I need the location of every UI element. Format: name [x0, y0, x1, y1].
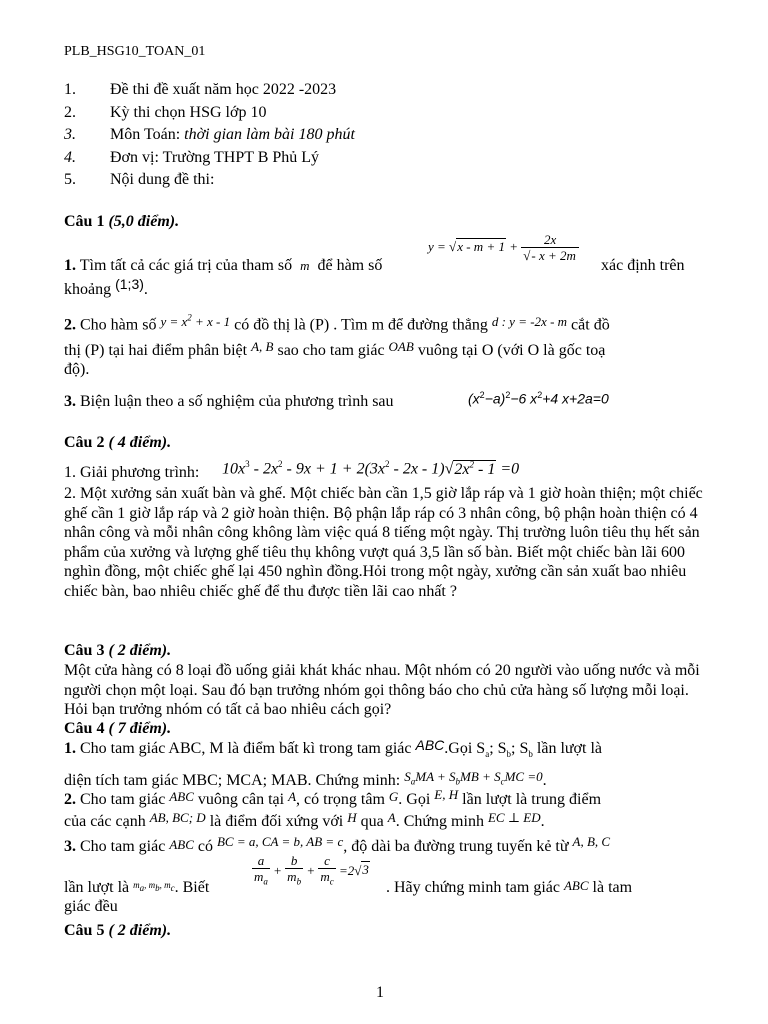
equation-q2-1: $10x^3 - 2x^2 - 9x + 1 + 2(3x^2 - 2x - 1)√2x^2 - 1 =0$	[222, 459, 520, 478]
question-1-part-3: 3. Biện luận theo a số nghiệm của phương trình sau $(x^2-a)^2-6$ $x^2+4$ x+2a=0	[64, 384, 712, 404]
question-3-text: Một cửa hàng có 8 loại đồ uống giải khát khác nhau. Một nhóm có 20 người vào uống nước và mỗi người chọn một loại. Sau đó bạn trưởng nhóm gọi thông báo cho chủ cửa hàng số lượng mỗi loại. Hỏi bạn trưởng nhóm có tất cả bao nhiêu cách gọi?	[64, 662, 700, 718]
intro-item: 4. Đơn vị: Trường THPT B Phủ Lý	[64, 148, 320, 166]
question-4-part-3: 3. Cho tam giác ABC có $^{BC = a, CA = b, AB = c}$, độ dài ba đường trung tuyến kẻ từ $^{A, B, C}$ lần lượt là $^{m_a, m_b, m_c}$. Biết $\frac{a}{m_a}$ + $\frac{b}{m_b}$ + $\frac{c}{m_c}$ =2√3 . Hãy chứng minh tam giác ABC là tam giác đều	[64, 834, 633, 915]
intro-item: 2. Kỳ thi chọn HSG lớp 10	[64, 103, 267, 121]
question-1-part-1: y = √x - m + 1 + $\frac{2x}{√- x + 2m}$ 1. Tìm tất cả các giá trị của tham số m để hàm số xác định trên khoảng (1;3).	[64, 232, 685, 298]
question-1-heading: Câu 1 (5,0 điểm).	[64, 213, 180, 230]
question-5-heading: Câu 5 ( 2 điểm).	[64, 922, 172, 939]
median-equation: $\frac{a}{m_a}$ + $\frac{b}{m_b}$ + $\frac{c}{m_c}$ =2√3	[254, 852, 369, 887]
question-4-part-2: 2. Cho tam giác ABC vuông cân tại A, có trọng tâm G. Gọi $^{E, H}$ lần lượt là trung điểm của các cạnh $^{AB, BC; D}$ là điểm đối xứng với $^H$ qua $^A$. Chứng minh $^{EC \perp ED}$.	[64, 787, 602, 830]
question-4-heading: Câu 4 ( 7 điểm).	[64, 720, 172, 737]
question-2-part-1: 1. Giải phương trình: $10x^3 - 2x^2 - 9x + 1 + 2(3x^2 - 2x - 1)√2x^2 - 1 =0$	[64, 455, 712, 475]
question-1-part-2: 2. Cho hàm số $y = x^2 + x - 1$ có đồ thị là (P) . Tìm m để đường thẳng d : y = -2x - m cắt đồ thị (P) tại hai điểm phân biệt $^{A, B}$ sao cho tam giác $^{OAB}$ vuông tại O (với O là gốc toạ độ).	[64, 313, 610, 379]
intro-item: 3. Môn Toán: thời gian làm bài 180 phút	[64, 126, 355, 143]
page-number: 1	[376, 984, 384, 1001]
question-3-heading: Câu 3 ( 2 điểm).	[64, 642, 172, 659]
intro-item: 1. Đề thi đề xuất năm học 2022 -2023	[64, 81, 337, 98]
equation-q1-3: $(x^2-a)^2-6$ $x^2+4$ x+2a=0	[468, 390, 609, 407]
intro-item: 5. Nội dung đề thi:	[64, 171, 215, 188]
question-2-heading: Câu 2 ( 4 điểm).	[64, 434, 172, 451]
question-2-part-2: 2. Một xưởng sản xuất bàn và ghế. Một chiếc bàn cần 1,5 giờ lắp ráp và 1 giờ hoàn thiện; một chiếc ghế cần 1 giờ lắp ráp và 2 giờ hoàn thiện. Bộ phận lắp ráp có 3 nhân công, bộ phận hoàn thiện có 4 nhân công và mỗi nhân công không làm việc quá 8 tiếng một ngày. Thị trường luôn tiêu thụ hết sản phẩm của xưởng và lượng ghế tiêu thụ không vượt quá 3,5 lần số bàn. Biết một chiếc bàn lãi 600 nghìn đồng, một chiếc ghế lại 450 nghìn đồng.Hỏi trong một ngày, xưởng cần sản xuất bao nhiêu chiếc bàn, bao nhiêu chiếc ghế để thu được tiền lãi cao nhất ?	[64, 485, 703, 600]
document-code: PLB_HSG10_TOAN_01	[64, 44, 206, 59]
intro-list	[64, 79, 714, 192]
question-4-part-1: 1. Cho tam giác ABC, M là điểm bất kì trong tam giác ABC.Gọi $S_a$; $S_b$; $S_b$ lần lượt là diện tích tam giác MBC; MCA; MAB. Chứng minh: $^{S_aMA + S_bMB + S_cMC =0}$.	[64, 737, 603, 789]
function-formula: y = √x - m + 1 + $\frac{2x}{√- x + 2m}$	[428, 232, 579, 263]
